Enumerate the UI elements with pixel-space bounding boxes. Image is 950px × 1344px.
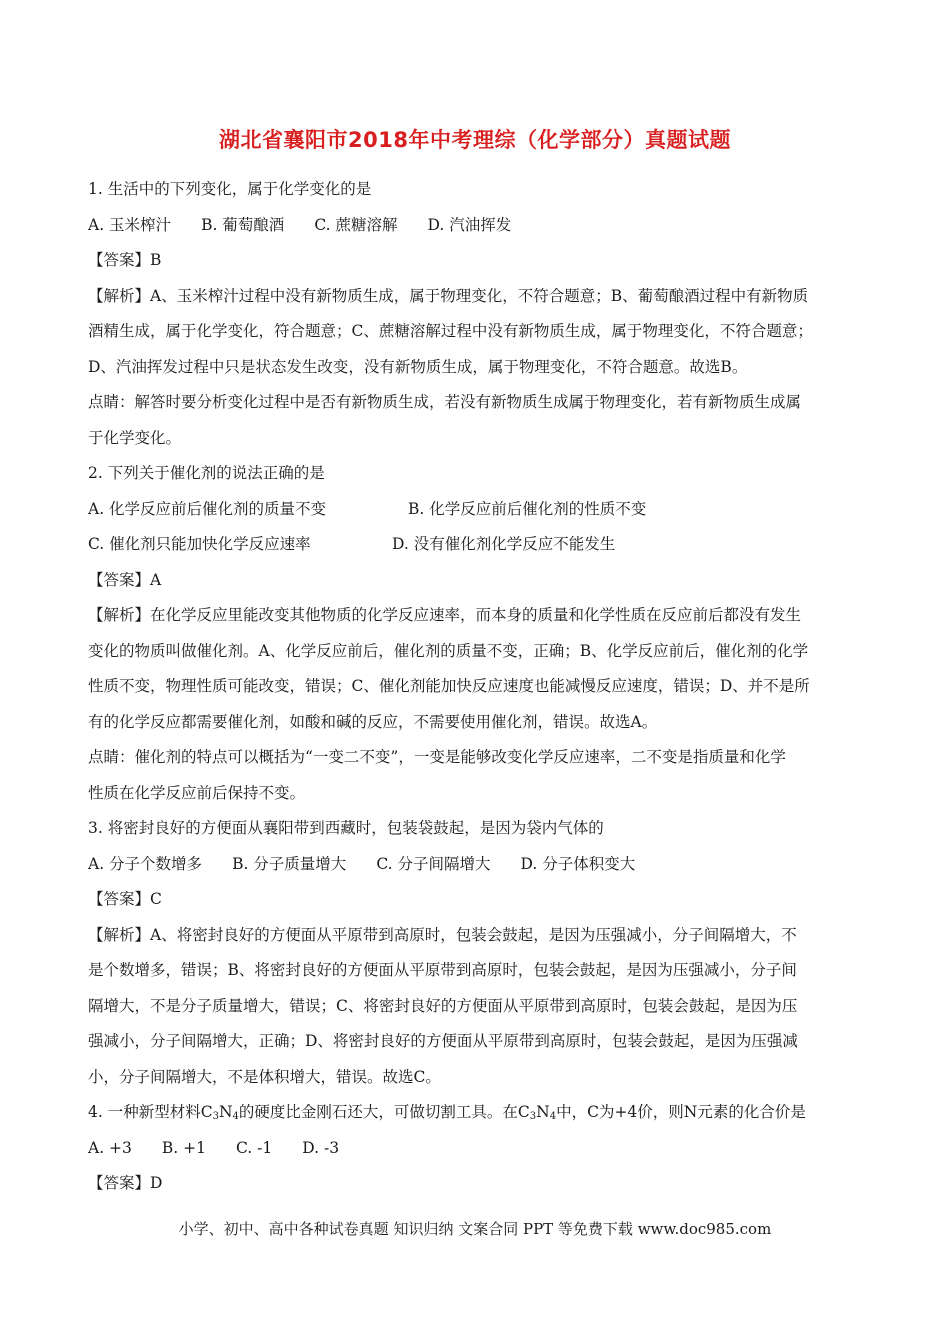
question-2-options-row-1 <box>88 492 868 528</box>
option-d: D. -3 <box>302 1138 340 1157</box>
option-d: D. 分子体积变大 <box>520 854 636 873</box>
question-3-options <box>88 847 868 883</box>
option-a: A. 玉米榨汁 <box>88 215 172 234</box>
question-3-explanation-line: 是个数增多，错误；B、将密封良好的方便面从平原带到高原时，包装会鼓起，是因为压强减小，分子间 <box>88 961 797 979</box>
question-1-stem: 1. 生活中的下列变化，属于化学变化的是 <box>88 180 372 198</box>
stem-part: 中，C为+4价，则N元素的化合价是 <box>556 1103 806 1121</box>
option-c: C. 蔗糖溶解 <box>314 215 398 234</box>
stem-part: N <box>536 1103 550 1121</box>
page-title: 湖北省襄阳市2018年中考理综（化学部分）真题试题 <box>219 128 731 152</box>
stem-part: N <box>218 1103 233 1121</box>
question-1-tip-line: 于化学变化。 <box>88 428 182 447</box>
question-3-explanation-line: 强减小，分子间隔增大，正确；D、将密封良好的方便面从平原带到高原时，包装会鼓起，是因为压强减 <box>88 1032 798 1050</box>
question-3-stem: 3. 将密封良好的方便面从襄阳带到西藏时，包装袋鼓起，是因为袋内气体的 <box>88 819 604 837</box>
question-3-explanation-line: 【解析】A、将密封良好的方便面从平原带到高原时，包装会鼓起，是因为压强减小，分子间隔增大，不 <box>88 925 797 944</box>
question-2-answer: 【答案】A <box>88 570 162 589</box>
question-2-tip-line: 性质在化学反应前后保持不变。 <box>88 783 306 802</box>
page-footer: 小学、初中、高中各种试卷真题 知识归纳 文案合同 PPT 等免费下载 www.doc985.com <box>178 1220 772 1238</box>
option-b: B. 分子质量增大 <box>232 854 347 873</box>
question-4-stem <box>88 1095 868 1131</box>
option-c: C. 分子间隔增大 <box>376 854 491 873</box>
document-content <box>88 172 868 1202</box>
question-3-explanation-line: 小，分子间隔增大，不是体积增大，错误。故选C。 <box>88 1067 441 1086</box>
option-b: B. 化学反应前后催化剂的性质不变 <box>408 499 647 518</box>
stem-part: 4. 一种新型材料C <box>88 1103 213 1121</box>
option-d: D. 没有催化剂化学反应不能发生 <box>392 535 616 553</box>
question-2-explanation-line: 【解析】在化学反应里能改变其他物质的化学反应速率，而本身的质量和化学性质在反应前后都没有发生 <box>88 606 802 624</box>
subscript: 3 <box>212 1111 219 1122</box>
subscript: 3 <box>529 1111 537 1122</box>
question-2-explanation-line: 变化的物质叫做催化剂。A、化学反应前后，催化剂的质量不变，正确；B、化学反应前后，催化剂的化学 <box>88 641 809 660</box>
option-c: C. -1 <box>236 1138 273 1157</box>
option-d: D. 汽油挥发 <box>427 215 512 234</box>
question-2-options-row-2 <box>88 527 868 563</box>
question-1-options <box>88 208 868 244</box>
question-1-answer: 【答案】B <box>88 251 162 269</box>
option-a: A. 分子个数增多 <box>88 854 203 873</box>
option-a: A. 化学反应前后催化剂的质量不变 <box>88 499 327 518</box>
option-b: B. +1 <box>161 1138 206 1157</box>
question-1-tip-line: 点睛：解答时要分析变化过程中是否有新物质生成，若没有新物质生成属于物理变化，若有新物质生成属 <box>88 393 802 411</box>
option-a: A. +3 <box>88 1138 132 1157</box>
question-2-explanation-line: 性质不变，物理性质可能改变，错误；C、催化剂能加快反应速度也能减慢反应速度，错误；D、并不是所 <box>88 677 810 695</box>
option-c: C. 催化剂只能加快化学反应速率 <box>88 535 311 553</box>
subscript: 4 <box>232 1111 239 1122</box>
question-4-answer: 【答案】D <box>88 1174 163 1192</box>
question-1-explanation-line: 酒精生成，属于化学变化，符合题意；C、蔗糖溶解过程中没有新物质生成，属于物理变化，不符合题意； <box>88 322 813 340</box>
question-3-answer: 【答案】C <box>88 890 162 908</box>
question-1-explanation-line: 【解析】A、玉米榨汁过程中没有新物质生成，属于物理变化，不符合题意；B、葡萄酿酒过程中有新物质 <box>88 286 809 305</box>
question-3-explanation-line: 隔增大，不是分子质量增大，错误；C、将密封良好的方便面从平原带到高原时，包装会鼓起，是因为压 <box>88 996 798 1015</box>
question-2-explanation-line: 有的化学反应都需要催化剂，如酸和碱的反应，不需要使用催化剂，错误。故选A。 <box>88 712 658 731</box>
question-2-tip-line: 点睛：催化剂的特点可以概括为“一变二不变”，一变是能够改变化学反应速率，二不变是指质量和化学 <box>88 748 786 766</box>
subscript: 4 <box>549 1111 557 1122</box>
question-4-options <box>88 1131 868 1167</box>
stem-part: 的硬度比金刚石还大，可做切割工具。在C <box>238 1103 530 1121</box>
question-1-explanation-line: D、汽油挥发过程中只是状态发生改变，没有新物质生成，属于物理变化，不符合题意。故选B。 <box>88 357 748 376</box>
option-b: B. 葡萄酿酒 <box>201 215 285 234</box>
question-2-stem: 2. 下列关于催化剂的说法正确的是 <box>88 464 325 482</box>
